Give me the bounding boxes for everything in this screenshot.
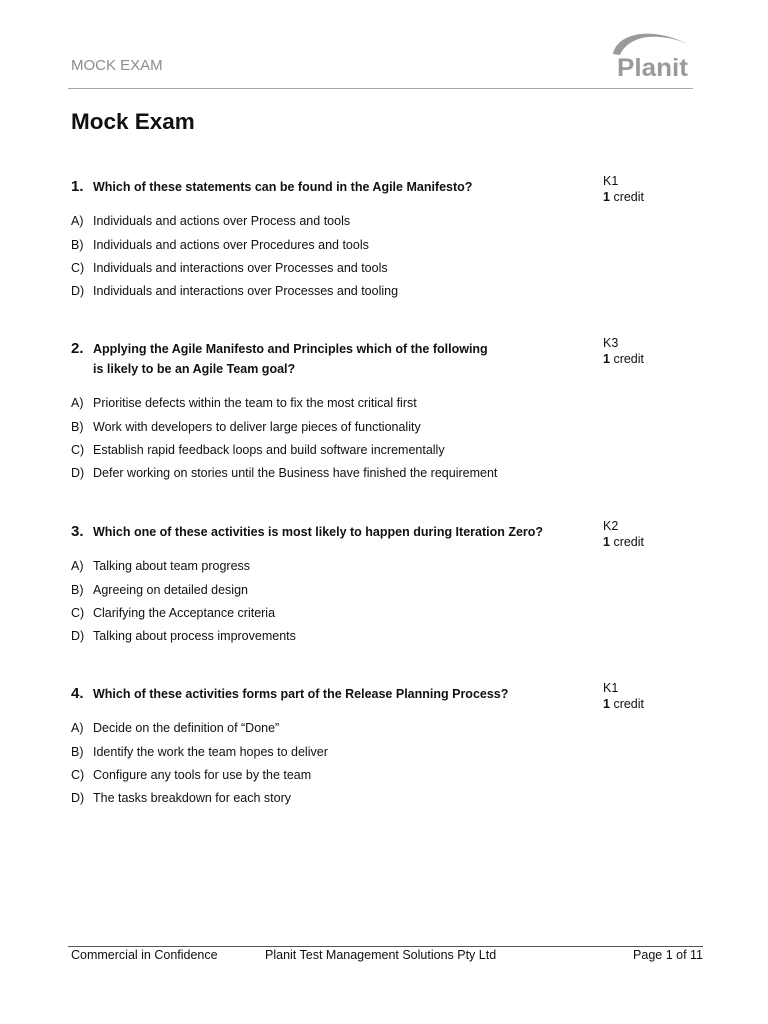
answer-options (71, 555, 711, 648)
knowledge-level: K2 (603, 519, 619, 533)
answer-option-b (71, 416, 711, 439)
knowledge-level: K1 (603, 681, 619, 695)
knowledge-level: K1 (603, 174, 619, 188)
footer-page-number: Page 1 of 11 (633, 948, 703, 962)
option-label: C) (71, 442, 85, 457)
option-label: A) (71, 721, 84, 736)
option-label: B) (71, 419, 84, 434)
option-label: C) (71, 260, 85, 275)
option-text: Individuals and actions over Procedures and tools (93, 237, 369, 252)
question-number: 2. (71, 340, 84, 357)
credit-label: credit (613, 190, 645, 204)
option-label: A) (71, 559, 84, 574)
credit-label: credit (613, 535, 645, 549)
answer-option-c (71, 257, 711, 280)
answer-option-c (71, 764, 711, 787)
option-text: Work with developers to deliver large pieces of functionality (93, 419, 421, 434)
answer-option-a (71, 555, 711, 578)
credit-value: 1 (603, 352, 610, 366)
logo-arc-icon (613, 34, 688, 55)
option-text: Clarifying the Acceptance criteria (93, 605, 276, 620)
option-text: Agreeing on detailed design (93, 582, 248, 597)
option-label: C) (71, 767, 85, 782)
option-text: Prioritise defects within the team to fix the most critical first (93, 396, 417, 411)
page-title: Mock Exam (71, 109, 195, 134)
option-text: Configure any tools for use by the team (93, 767, 312, 782)
option-label: D) (71, 466, 85, 481)
option-text: Defer working on stories until the Business have finished the requirement (93, 466, 498, 481)
option-text: Identify the work the team hopes to deliver (93, 744, 328, 759)
question-1 (71, 174, 711, 304)
footer-company: Planit Test Management Solutions Pty Ltd (265, 948, 497, 962)
question-meta (603, 173, 644, 205)
question-text-line: Which one of these activities is most likely to happen during Iteration Zero? (93, 525, 544, 539)
option-label: D) (71, 284, 85, 299)
question-header (71, 174, 711, 204)
answer-options (71, 210, 711, 303)
logo-text: Planit (617, 54, 689, 82)
credit-value: 1 (603, 697, 610, 711)
option-text: Talking about team progress (93, 559, 251, 574)
answer-option-d (71, 462, 711, 485)
option-label: D) (71, 791, 85, 806)
knowledge-level: K3 (603, 336, 619, 350)
answer-option-b (71, 741, 711, 764)
answer-option-d (71, 280, 711, 303)
option-label: B) (71, 582, 84, 597)
credit-label: credit (613, 352, 645, 366)
question-header (71, 336, 711, 379)
question-text-line: is likely to be an Agile Team goal? (93, 362, 296, 376)
answer-option-d (71, 625, 711, 648)
answer-option-c (71, 439, 711, 462)
credit-value: 1 (603, 190, 610, 204)
option-label: B) (71, 744, 84, 759)
planit-logo (606, 24, 696, 84)
credit (603, 534, 644, 550)
credit (603, 351, 644, 367)
answer-option-a (71, 392, 711, 415)
option-text: Establish rapid feedback loops and build software incrementally (93, 442, 445, 457)
question-text-line: Which of these activities forms part of the Release Planning Process? (93, 687, 509, 701)
answer-options (71, 717, 711, 810)
question-header (71, 681, 711, 711)
question-2 (71, 336, 711, 486)
question-number: 3. (71, 523, 84, 540)
answer-option-b (71, 234, 711, 257)
question-meta (603, 518, 644, 550)
credit-value: 1 (603, 535, 610, 549)
option-text: Decide on the definition of “Done” (93, 721, 280, 736)
footer-divider (68, 946, 703, 947)
question-meta (603, 335, 644, 367)
answer-options (71, 392, 711, 485)
question-number: 1. (71, 178, 84, 195)
option-label: B) (71, 237, 84, 252)
question-3 (71, 519, 711, 649)
question-4 (71, 681, 711, 811)
question-header (71, 519, 711, 549)
header-divider (68, 88, 693, 89)
option-text: Talking about process improvements (93, 629, 296, 644)
option-text: The tasks breakdown for each story (93, 791, 292, 806)
answer-option-c (71, 602, 711, 625)
option-text: Individuals and interactions over Processes and tooling (93, 284, 399, 299)
option-label: C) (71, 605, 85, 620)
credit (603, 189, 644, 205)
question-meta (603, 680, 644, 712)
running-title: MOCK EXAM (71, 57, 163, 74)
credit (603, 696, 644, 712)
option-text: Individuals and actions over Process and tools (93, 214, 351, 229)
answer-option-a (71, 717, 711, 740)
question-text-line: Applying the Agile Manifesto and Principles which of the following (93, 342, 488, 356)
question-number: 4. (71, 685, 84, 702)
question-text-line: Which of these statements can be found in the Agile Manifesto? (93, 180, 473, 194)
credit-label: credit (613, 697, 645, 711)
option-text: Individuals and interactions over Processes and tools (93, 260, 388, 275)
option-label: D) (71, 629, 85, 644)
option-label: A) (71, 214, 84, 229)
footer-confidentiality: Commercial in Confidence (71, 948, 218, 962)
answer-option-b (71, 579, 711, 602)
answer-option-a (71, 210, 711, 233)
option-label: A) (71, 396, 84, 411)
answer-option-d (71, 787, 711, 810)
